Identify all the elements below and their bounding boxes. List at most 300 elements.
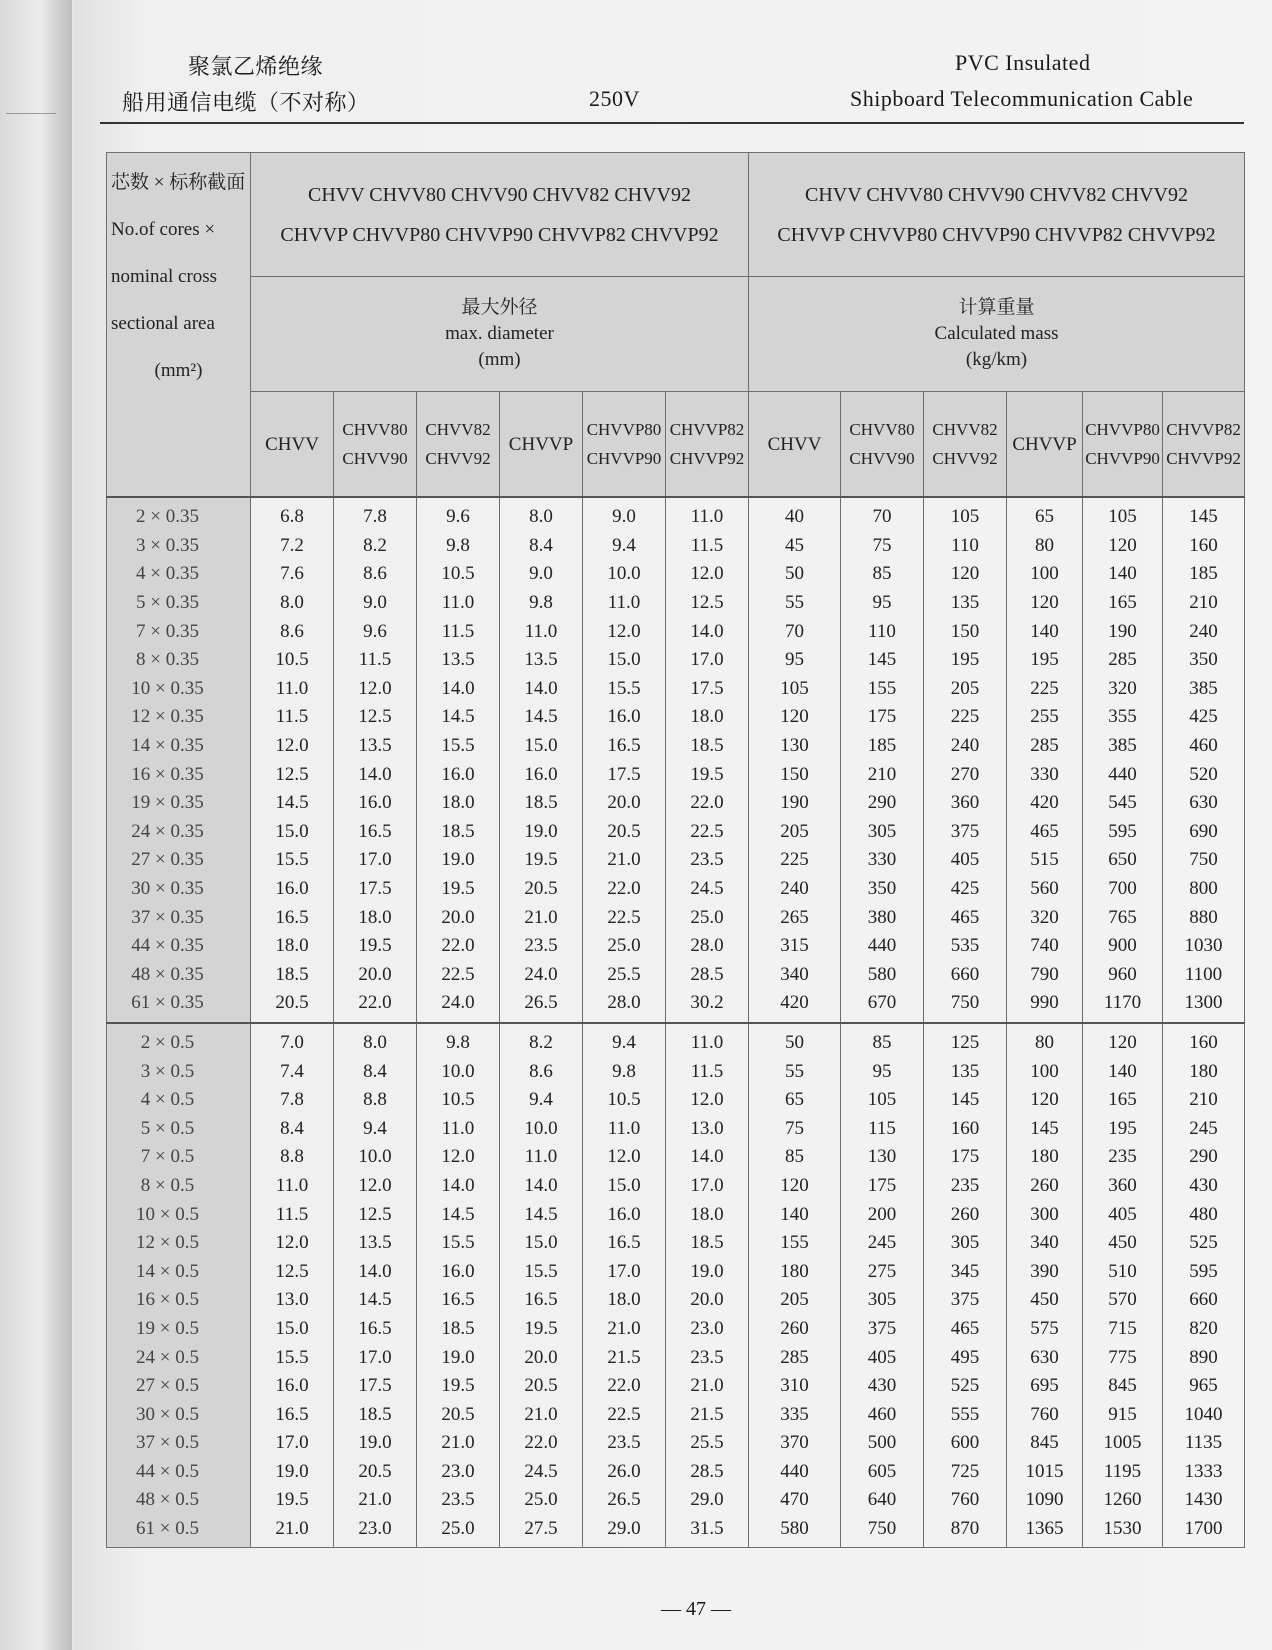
mass-cell: 270 (924, 760, 1007, 789)
mass-cell: 100 (1007, 560, 1083, 589)
size-header-en2: nominal cross (111, 266, 218, 287)
mass-cell: 350 (841, 875, 924, 904)
mass-cell: 470 (749, 1486, 841, 1515)
diameter-cell: 8.2 (334, 532, 417, 561)
diameter-label-cn: 最大外径 (461, 297, 538, 318)
diameter-cell: 23.5 (666, 1343, 749, 1372)
diameter-cell: 30.2 (666, 989, 749, 1023)
size-cell: 27 × 0.35 (107, 846, 251, 875)
mass-cell: 330 (841, 846, 924, 875)
diameter-cell: 14.5 (251, 789, 334, 818)
mass-cell: 890 (1163, 1343, 1245, 1372)
diameter-cell: 7.6 (251, 560, 334, 589)
mass-cell: 120 (1083, 1023, 1163, 1058)
mass-cell: 700 (1083, 875, 1163, 904)
diameter-cell: 16.5 (334, 818, 417, 847)
diameter-cell: 18.0 (417, 789, 500, 818)
mass-cell: 235 (1083, 1143, 1163, 1172)
table-row (107, 1172, 1245, 1201)
diameter-cell: 17.5 (583, 760, 666, 789)
mass-subcol-header (924, 392, 1007, 498)
mass-cell: 405 (1083, 1200, 1163, 1229)
mass-cell: 260 (1007, 1172, 1083, 1201)
mass-cell: 990 (1007, 989, 1083, 1023)
diameter-cell: 7.8 (251, 1086, 334, 1115)
diameter-cell: 17.0 (334, 846, 417, 875)
mass-cell: 555 (924, 1400, 1007, 1429)
mass-cell: 70 (749, 617, 841, 646)
mass-cell: 180 (1007, 1143, 1083, 1172)
mass-cell: 1530 (1083, 1515, 1163, 1548)
mass-cell: 105 (924, 497, 1007, 532)
diameter-cell: 12.5 (251, 1257, 334, 1286)
diameter-cell: 21.0 (251, 1515, 334, 1548)
mass-cell: 385 (1163, 675, 1245, 704)
subcol-label: CHVVP (1012, 433, 1077, 455)
mass-cell: 630 (1163, 789, 1245, 818)
diameter-cell: 12.0 (334, 675, 417, 704)
diameter-cell: 26.5 (583, 1486, 666, 1515)
diameter-cell: 16.0 (500, 760, 583, 789)
diameter-cell: 12.0 (251, 732, 334, 761)
size-cell: 44 × 0.5 (107, 1458, 251, 1487)
table-row (107, 1229, 1245, 1258)
diameter-cell: 9.4 (500, 1086, 583, 1115)
mass-cell: 305 (841, 1286, 924, 1315)
diameter-cell: 11.0 (666, 497, 749, 532)
mass-label-en: Calculated mass (934, 323, 1059, 344)
mass-cell: 750 (924, 989, 1007, 1023)
diameter-cell: 19.5 (334, 932, 417, 961)
diameter-cell: 22.0 (334, 989, 417, 1023)
diameter-cell: 14.5 (500, 703, 583, 732)
diameter-cell: 11.5 (417, 617, 500, 646)
diameter-cell: 9.4 (583, 1023, 666, 1058)
diameter-cell: 13.5 (334, 1229, 417, 1258)
diameter-cell: 19.5 (417, 875, 500, 904)
mass-cell: 775 (1083, 1343, 1163, 1372)
table-body (107, 497, 1245, 1548)
mass-cell: 450 (1083, 1229, 1163, 1258)
mass-cell: 120 (1083, 532, 1163, 561)
diameter-cell: 20.5 (334, 1458, 417, 1487)
mass-cell: 800 (1163, 875, 1245, 904)
mass-cell: 110 (841, 617, 924, 646)
diameter-cell: 20.5 (500, 1372, 583, 1401)
size-cell: 8 × 0.35 (107, 646, 251, 675)
mass-cell: 525 (924, 1372, 1007, 1401)
diameter-cell: 17.0 (666, 646, 749, 675)
mass-cell: 760 (1007, 1400, 1083, 1429)
size-cell: 12 × 0.35 (107, 703, 251, 732)
mass-cell: 180 (1163, 1057, 1245, 1086)
mass-subcol-header (1007, 392, 1083, 498)
mass-cell: 1333 (1163, 1458, 1245, 1487)
diameter-cell: 22.5 (583, 903, 666, 932)
diameter-cell: 8.6 (251, 617, 334, 646)
diameter-cell: 27.5 (500, 1515, 583, 1548)
diameter-cell: 9.6 (334, 617, 417, 646)
diameter-cell: 15.0 (500, 1229, 583, 1258)
size-cell: 7 × 0.35 (107, 617, 251, 646)
mass-cell: 1135 (1163, 1429, 1245, 1458)
size-header-unit: (mm²) (154, 360, 203, 381)
mass-cell: 80 (1007, 532, 1083, 561)
mass-cell: 385 (1083, 732, 1163, 761)
diameter-cell: 9.4 (583, 532, 666, 561)
diameter-cell: 15.5 (251, 846, 334, 875)
diameter-cell: 20.0 (583, 789, 666, 818)
diameter-cell: 7.2 (251, 532, 334, 561)
size-cell: 4 × 0.5 (107, 1086, 251, 1115)
diameter-cell: 8.0 (500, 497, 583, 532)
diameter-cell: 18.5 (666, 1229, 749, 1258)
mass-cell: 65 (749, 1086, 841, 1115)
diameter-cell: 9.0 (500, 560, 583, 589)
mass-cell: 75 (749, 1114, 841, 1143)
diameter-cell: 12.0 (666, 560, 749, 589)
table-row (107, 560, 1245, 589)
table-row (107, 1257, 1245, 1286)
size-cell: 19 × 0.5 (107, 1315, 251, 1344)
mass-cell: 375 (924, 818, 1007, 847)
diameter-cell: 16.0 (251, 1372, 334, 1401)
diameter-cell: 22.5 (583, 1400, 666, 1429)
diameter-cell: 21.0 (500, 1400, 583, 1429)
mass-cell: 500 (841, 1429, 924, 1458)
size-cell: 24 × 0.35 (107, 818, 251, 847)
mass-cell: 235 (924, 1172, 1007, 1201)
table-row (107, 1143, 1245, 1172)
mass-cell: 1170 (1083, 989, 1163, 1023)
diameter-cell: 14.0 (666, 617, 749, 646)
mass-cell: 595 (1163, 1257, 1245, 1286)
size-cell: 48 × 0.35 (107, 961, 251, 990)
size-cell: 8 × 0.5 (107, 1172, 251, 1201)
models-line1: CHVV CHVV80 CHVV90 CHVV82 CHVV92 (308, 183, 691, 206)
diameter-cell: 9.0 (334, 589, 417, 618)
mass-cell: 380 (841, 903, 924, 932)
mass-cell: 760 (924, 1486, 1007, 1515)
mass-cell: 750 (841, 1515, 924, 1548)
mass-cell: 55 (749, 589, 841, 618)
diameter-cell: 11.0 (417, 589, 500, 618)
mass-cell: 160 (1163, 532, 1245, 561)
mass-cell: 460 (841, 1400, 924, 1429)
mass-cell: 285 (1083, 646, 1163, 675)
diameter-cell: 10.0 (334, 1143, 417, 1172)
table-row (107, 1486, 1245, 1515)
diameter-cell: 13.0 (251, 1286, 334, 1315)
diameter-cell: 25.0 (666, 903, 749, 932)
diameter-cell: 8.6 (500, 1057, 583, 1086)
diameter-cell: 24.5 (500, 1458, 583, 1487)
diameter-cell: 19.0 (666, 1257, 749, 1286)
mass-cell: 255 (1007, 703, 1083, 732)
mass-cell: 120 (749, 1172, 841, 1201)
mass-cell: 155 (841, 675, 924, 704)
diameter-cell: 11.0 (417, 1114, 500, 1143)
size-cell: 24 × 0.5 (107, 1343, 251, 1372)
diameter-cell: 19.0 (500, 818, 583, 847)
diameter-cell: 9.6 (417, 497, 500, 532)
table-row (107, 789, 1245, 818)
subcol-label: CHVV90 (342, 449, 408, 468)
diameter-cell: 22.0 (583, 1372, 666, 1401)
diameter-cell: 14.5 (500, 1200, 583, 1229)
mass-cell: 135 (924, 1057, 1007, 1086)
diameter-models-header (251, 153, 749, 277)
mass-cell: 205 (924, 675, 1007, 704)
table-row (107, 675, 1245, 704)
mass-cell: 125 (924, 1023, 1007, 1058)
table-row (107, 1515, 1245, 1548)
diameter-cell: 16.0 (583, 1200, 666, 1229)
diameter-cell: 28.5 (666, 1458, 749, 1487)
diameter-cell: 18.5 (334, 1400, 417, 1429)
mass-cell: 595 (1083, 818, 1163, 847)
mass-cell: 370 (749, 1429, 841, 1458)
mass-cell: 305 (841, 818, 924, 847)
mass-cell: 425 (924, 875, 1007, 904)
diameter-cell: 21.0 (583, 1315, 666, 1344)
diameter-cell: 14.5 (417, 1200, 500, 1229)
size-cell: 3 × 0.35 (107, 532, 251, 561)
diameter-cell: 18.0 (666, 1200, 749, 1229)
size-cell: 44 × 0.35 (107, 932, 251, 961)
diameter-cell: 15.0 (251, 1315, 334, 1344)
mass-cell: 1195 (1083, 1458, 1163, 1487)
diameter-group-header (251, 277, 749, 392)
mass-cell: 465 (1007, 818, 1083, 847)
mass-cell: 790 (1007, 961, 1083, 990)
diameter-cell: 13.0 (666, 1114, 749, 1143)
mass-cell: 95 (841, 1057, 924, 1086)
diameter-cell: 13.5 (417, 646, 500, 675)
mass-cell: 1040 (1163, 1400, 1245, 1429)
diameter-cell: 15.0 (251, 818, 334, 847)
diameter-cell: 16.0 (417, 1257, 500, 1286)
diameter-cell: 14.5 (334, 1286, 417, 1315)
mass-cell: 120 (924, 560, 1007, 589)
mass-cell: 160 (924, 1114, 1007, 1143)
mass-cell: 195 (924, 646, 1007, 675)
mass-cell: 260 (749, 1315, 841, 1344)
diameter-cell: 8.2 (500, 1023, 583, 1058)
mass-cell: 580 (749, 1515, 841, 1548)
diameter-cell: 20.5 (500, 875, 583, 904)
mass-cell: 515 (1007, 846, 1083, 875)
size-cell: 27 × 0.5 (107, 1372, 251, 1401)
diameter-cell: 18.0 (251, 932, 334, 961)
mass-cell: 240 (1163, 617, 1245, 646)
mass-cell: 165 (1083, 1086, 1163, 1115)
diameter-cell: 21.0 (500, 903, 583, 932)
size-cell: 3 × 0.5 (107, 1057, 251, 1086)
diameter-cell: 14.0 (500, 1172, 583, 1201)
diameter-cell: 18.0 (666, 703, 749, 732)
diameter-cell: 11.5 (666, 1057, 749, 1086)
diameter-cell: 23.0 (334, 1515, 417, 1548)
subcol-label: CHVV (767, 433, 822, 455)
title-en-line2: Shipboard Telecommunication Cable (850, 86, 1194, 111)
diameter-subcol-header (583, 392, 666, 498)
table-row (107, 989, 1245, 1023)
mass-cell: 290 (841, 789, 924, 818)
mass-cell: 600 (924, 1429, 1007, 1458)
mass-cell: 140 (1083, 560, 1163, 589)
diameter-cell: 16.5 (583, 732, 666, 761)
diameter-cell: 16.0 (417, 760, 500, 789)
mass-cell: 210 (1163, 1086, 1245, 1115)
diameter-cell: 11.0 (251, 675, 334, 704)
diameter-cell: 21.5 (583, 1343, 666, 1372)
diameter-cell: 20.0 (417, 903, 500, 932)
mass-cell: 725 (924, 1458, 1007, 1487)
diameter-cell: 19.0 (251, 1458, 334, 1487)
mass-cell: 160 (1163, 1023, 1245, 1058)
size-header-en3: sectional area (111, 313, 215, 334)
mass-cell: 275 (841, 1257, 924, 1286)
mass-cell: 105 (841, 1086, 924, 1115)
size-cell: 61 × 0.35 (107, 989, 251, 1023)
size-cell: 12 × 0.5 (107, 1229, 251, 1258)
subcol-label: CHVVP92 (1166, 449, 1241, 468)
mass-cell: 150 (924, 617, 1007, 646)
diameter-cell: 19.5 (666, 760, 749, 789)
page-number: — 47 — (661, 1598, 731, 1620)
mass-cell: 210 (1163, 589, 1245, 618)
table-row (107, 1343, 1245, 1372)
subcol-label: CHVV82 (425, 420, 491, 439)
mass-cell: 450 (1007, 1286, 1083, 1315)
mass-cell: 105 (1083, 497, 1163, 532)
mass-cell: 580 (841, 961, 924, 990)
diameter-cell: 17.0 (334, 1343, 417, 1372)
diameter-cell: 18.5 (500, 789, 583, 818)
size-cell: 5 × 0.5 (107, 1114, 251, 1143)
mass-cell: 535 (924, 932, 1007, 961)
mass-cell: 100 (1007, 1057, 1083, 1086)
mass-cell: 80 (1007, 1023, 1083, 1058)
mass-cell: 95 (841, 589, 924, 618)
mass-cell: 605 (841, 1458, 924, 1487)
size-cell: 37 × 0.35 (107, 903, 251, 932)
diameter-cell: 12.0 (334, 1172, 417, 1201)
diameter-cell: 22.5 (666, 818, 749, 847)
table-row (107, 589, 1245, 618)
mass-cell: 320 (1007, 903, 1083, 932)
diameter-cell: 8.4 (334, 1057, 417, 1086)
mass-cell: 820 (1163, 1315, 1245, 1344)
diameter-cell: 25.0 (417, 1515, 500, 1548)
diameter-cell: 11.5 (251, 1200, 334, 1229)
diameter-cell: 18.0 (583, 1286, 666, 1315)
subcol-label: CHVV92 (425, 449, 491, 468)
mass-cell: 465 (924, 903, 1007, 932)
mass-cell: 355 (1083, 703, 1163, 732)
diameter-cell: 9.8 (583, 1057, 666, 1086)
diameter-cell: 22.0 (417, 932, 500, 961)
diameter-cell: 16.5 (583, 1229, 666, 1258)
table-row (107, 1429, 1245, 1458)
diameter-subcol-header (500, 392, 583, 498)
diameter-cell: 16.5 (417, 1286, 500, 1315)
mass-cell: 670 (841, 989, 924, 1023)
mass-label-cn: 计算重量 (958, 297, 1035, 318)
mass-cell: 290 (1163, 1143, 1245, 1172)
diameter-cell: 23.5 (583, 1429, 666, 1458)
diameter-cell: 18.5 (417, 1315, 500, 1344)
mass-cell: 845 (1007, 1429, 1083, 1458)
size-cell: 16 × 0.5 (107, 1286, 251, 1315)
diameter-cell: 31.5 (666, 1515, 749, 1548)
diameter-cell: 11.0 (251, 1172, 334, 1201)
diameter-cell: 12.0 (666, 1086, 749, 1115)
diameter-cell: 9.8 (500, 589, 583, 618)
table-row (107, 1286, 1245, 1315)
diameter-cell: 11.5 (666, 532, 749, 561)
mass-cell: 1030 (1163, 932, 1245, 961)
diameter-cell: 14.0 (417, 675, 500, 704)
mass-cell: 1260 (1083, 1486, 1163, 1515)
size-cell: 37 × 0.5 (107, 1429, 251, 1458)
mass-cell: 85 (841, 560, 924, 589)
mass-cell: 175 (924, 1143, 1007, 1172)
subcol-label: CHVVP (508, 433, 574, 455)
diameter-cell: 15.5 (251, 1343, 334, 1372)
diameter-cell: 14.0 (417, 1172, 500, 1201)
mass-cell: 430 (841, 1372, 924, 1401)
mass-cell: 575 (1007, 1315, 1083, 1344)
mass-cell: 265 (749, 903, 841, 932)
mass-cell: 660 (1163, 1286, 1245, 1315)
sub-column-headers (107, 392, 1245, 498)
mass-cell: 750 (1163, 846, 1245, 875)
subcol-label: CHVVP80 (1085, 420, 1160, 439)
table-row (107, 1023, 1245, 1058)
diameter-cell: 21.0 (666, 1372, 749, 1401)
diameter-cell: 15.5 (500, 1257, 583, 1286)
mass-cell: 440 (749, 1458, 841, 1487)
diameter-cell: 24.0 (417, 989, 500, 1023)
diameter-cell: 11.0 (666, 1023, 749, 1058)
mass-cell: 190 (749, 789, 841, 818)
mass-cell: 120 (1007, 1086, 1083, 1115)
diameter-cell: 14.0 (500, 675, 583, 704)
table-row (107, 1057, 1245, 1086)
size-cell: 4 × 0.35 (107, 560, 251, 589)
mass-cell: 330 (1007, 760, 1083, 789)
subcol-label: CHVVP80 (586, 420, 662, 439)
mass-cell: 140 (1083, 1057, 1163, 1086)
diameter-cell: 11.0 (583, 589, 666, 618)
table-row (107, 617, 1245, 646)
diameter-cell: 12.0 (417, 1143, 500, 1172)
mass-cell: 430 (1163, 1172, 1245, 1201)
table-row (107, 497, 1245, 532)
mass-cell: 1700 (1163, 1515, 1245, 1548)
diameter-cell: 28.5 (666, 961, 749, 990)
mass-cell: 740 (1007, 932, 1083, 961)
mass-cell: 65 (1007, 497, 1083, 532)
mass-cell: 225 (924, 703, 1007, 732)
mass-cell: 1300 (1163, 989, 1245, 1023)
subcol-label: CHVVP92 (669, 449, 745, 468)
mass-cell: 425 (1163, 703, 1245, 732)
diameter-cell: 10.5 (583, 1086, 666, 1115)
mass-cell: 305 (924, 1229, 1007, 1258)
